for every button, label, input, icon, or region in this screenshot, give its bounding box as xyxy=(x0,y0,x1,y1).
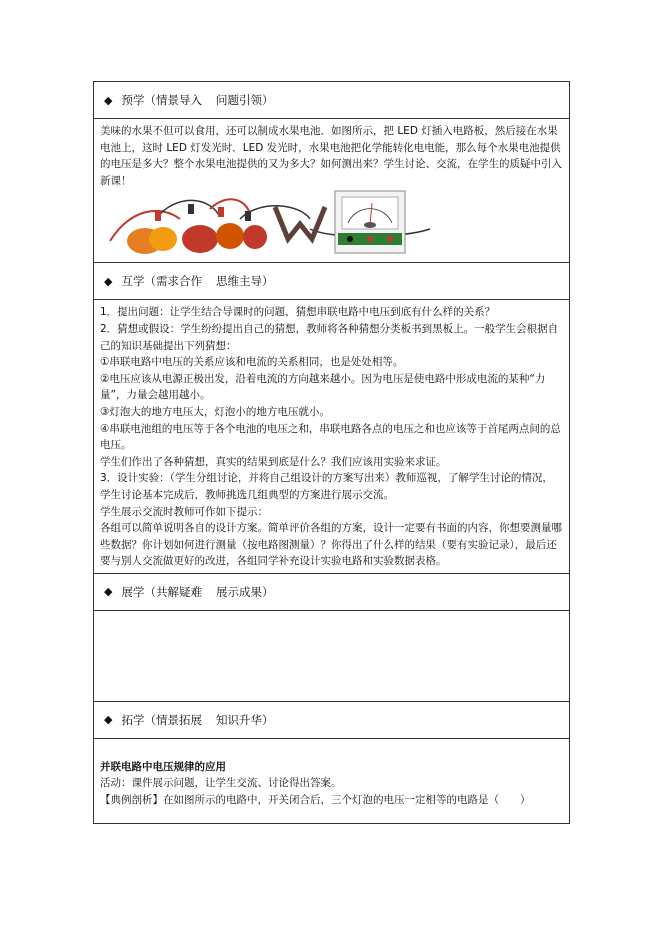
paragraph: ②电压应该从电源正极出发，沿着电流的方向越来越小。因为电压是使电路中形成电流的某种“力量”，力量会越用越小。 xyxy=(100,372,546,402)
paragraph: ③灯泡大的地方电压大，灯泡小的地方电压就小。 xyxy=(100,405,330,418)
paragraph: 【典例剖析】在如图所示的电路中，开关闭合后，三个灯泡的电压一定相等的电路是（ ） xyxy=(100,794,531,807)
paragraph: 学生展示交流时教师可作如下提示： xyxy=(100,505,268,518)
fruit-battery-illustration xyxy=(100,189,563,259)
diamond-bullet-icon: ◆ xyxy=(104,93,113,107)
section-title-a: 展学（共解疑难 xyxy=(121,584,202,599)
paragraph: 活动：课件展示问题，让学生交流、讨论得出答案。 xyxy=(100,777,342,790)
subsection-heading: 并联电路中电压规律的应用 xyxy=(100,760,226,773)
fruit-battery-image xyxy=(100,189,560,259)
section-show-body xyxy=(94,611,569,702)
section-extend-header xyxy=(94,702,569,739)
section-title-a: 预学（情景导入 xyxy=(121,93,202,107)
section-preview-header xyxy=(94,82,569,119)
paragraph: 美味的水果不但可以食用，还可以制成水果电池．如图所示，把 LED 灯插入电路板，然后接在水果电池上，这时 LED 灯发光时．LED 发光时，水果电池把化学能转化电电能，那么每个水果电池提供的电压是多大？整个水果电池提供的又为多大？如何测出来？学生讨论、交流，在学生的质疑中引入新课！ xyxy=(100,125,562,187)
section-extend-body xyxy=(94,739,569,824)
paragraph: 2．猜想或假设：学生纷纷提出自己的猜想，教师将各种猜想分类板书到黑板上。一般学生会根据自己的知识基础提出下列猜想： xyxy=(100,322,559,352)
lesson-table xyxy=(93,81,570,824)
paragraph: 学生们作出了各种猜想，真实的结果到底是什么？我们应该用实验来求证。 xyxy=(100,455,447,468)
section-mutual-header xyxy=(94,263,569,300)
section-title-a: 互学（需求合作 xyxy=(121,274,202,289)
diamond-bullet-icon: ◆ xyxy=(104,713,113,727)
diamond-bullet-icon: ◆ xyxy=(104,274,113,288)
section-title-b: 展示成果） xyxy=(215,584,274,599)
section-title-b: 知识升华） xyxy=(215,712,274,727)
section-title-a: 拓学（情景拓展 xyxy=(121,712,202,727)
diamond-bullet-icon: ◆ xyxy=(104,585,113,599)
paragraph: ①串联电路中电压的关系应该和电流的关系相同，也是处处相等。 xyxy=(100,356,404,369)
section-title-b: 思维主导） xyxy=(215,274,274,289)
paragraph: 3．设计实验：（学生分组讨论，并将自己组设计的方案写出来）教师巡视，了解学生讨论的情况，学生讨论基本完成后，教师挑选几组典型的方案进行展示交流。 xyxy=(100,472,553,501)
paragraph: 各组可以简单说明各自的设计方案。简单评价各组的方案，设计一定要有书面的内容，你想要测量哪些数据？你计划如何进行测量（按电路图测量）？你得出了什么样的结果（要有实验记录），最后还要与别人交流做更好的改进，各组同学补充设计实验电路和实验数据表格。 xyxy=(100,522,562,568)
section-preview-body xyxy=(94,119,569,263)
paragraph: 1．提出问题：让学生结合导课时的问题，猜想串联电路中电压到底有什么样的关系？ xyxy=(100,306,496,319)
section-show-header xyxy=(94,574,569,611)
paragraph: ④串联电池组的电压等于各个电池的电压之和，串联电路各点的电压之和也应该等于首尾两点间的总电压。 xyxy=(100,422,561,452)
section-title-b: 问题引领） xyxy=(215,93,274,107)
section-mutual-body xyxy=(94,300,569,574)
